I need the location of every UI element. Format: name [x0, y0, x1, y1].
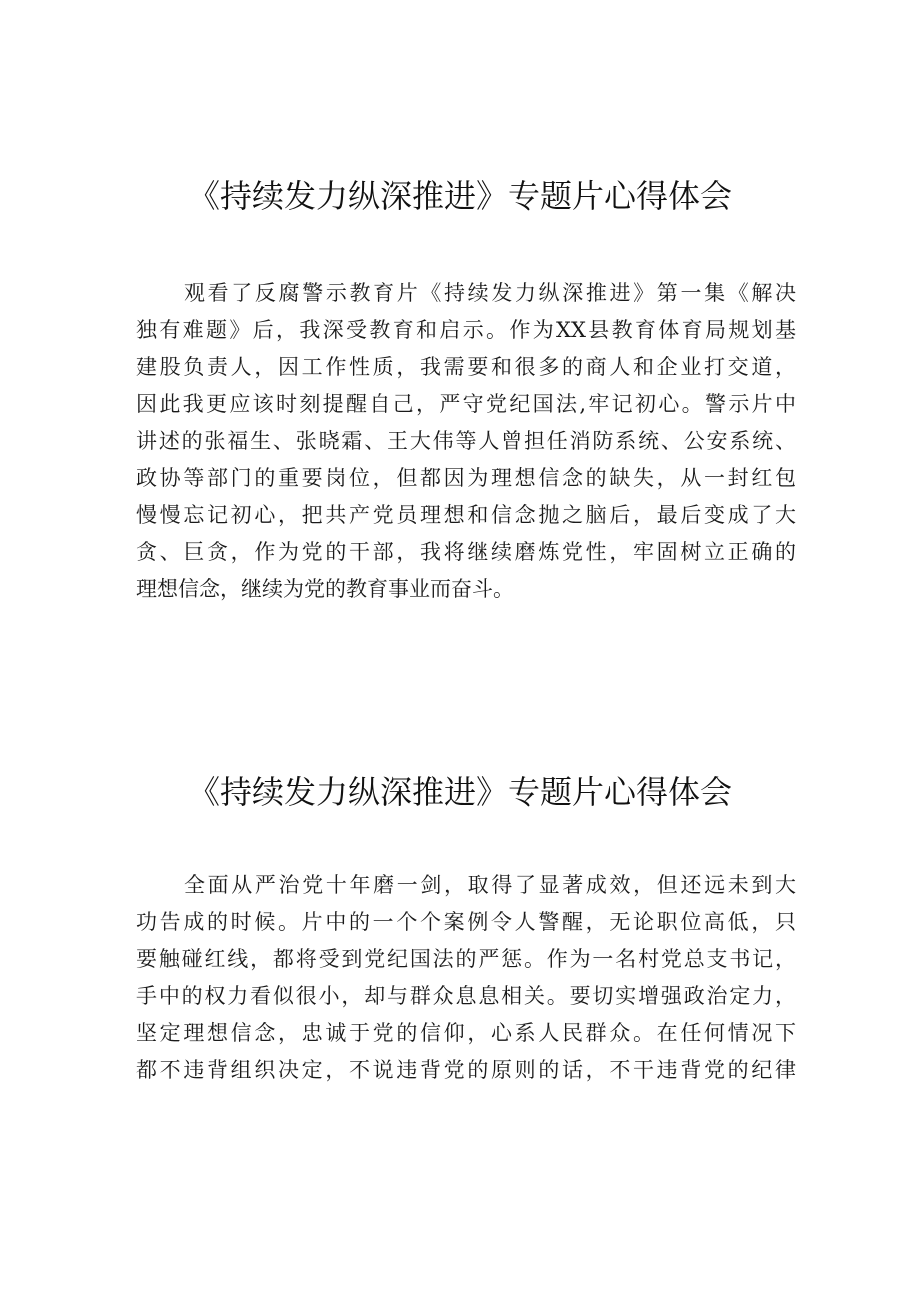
paragraph-line: 慢慢忘记初心，把共产党员理想和信念抛之脑后，最后变成了大	[136, 503, 796, 527]
section-1-paragraph	[136, 275, 796, 608]
paragraph-line: 手中的权力看似很小，却与群众息息相关。要切实增强政治定力，	[136, 984, 796, 1008]
paragraph-line: 观看了反腐警示教育片《持续发力纵深推进》第一集《解决	[184, 281, 796, 305]
paragraph-line: 理想信念，继续为党的教育事业而奋斗。	[136, 577, 514, 601]
paragraph-line: 功告成的时候。片中的一个个案例令人警醒，无论职位高低，只	[136, 910, 796, 934]
paragraph-line: 坚定理想信念，忠诚于党的信仰，心系人民群众。在任何情况下	[136, 1021, 796, 1045]
paragraph-line: 因此我更应该时刻提醒自己，严守党纪国法,牢记初心。警示片中	[136, 392, 796, 416]
section-2-title: 《持续发力纵深推进》专题片心得体会	[187, 773, 732, 811]
paragraph-line: 建股负责人，因工作性质，我需要和很多的商人和企业打交道，	[136, 355, 796, 379]
paragraph-line: 讲述的张福生、张晓霜、王大伟等人曾担任消防系统、公安系统、	[136, 429, 796, 453]
paragraph-line: 贪、巨贪，作为党的干部，我将继续磨炼党性，牢固树立正确的	[136, 540, 796, 564]
paragraph-line: 政协等部门的重要岗位，但都因为理想信念的缺失，从一封红包	[136, 466, 796, 490]
paragraph-line: 全面从严治党十年磨一剑，取得了显著成效，但还远未到大	[184, 873, 796, 897]
paragraph-line: 要触碰红线，都将受到党纪国法的严惩。作为一名村党总支书记，	[136, 947, 796, 971]
section-2-paragraph	[136, 867, 796, 1089]
paragraph-line: 都不违背组织决定，不说违背党的原则的话，不干违背党的纪律	[136, 1058, 796, 1082]
section-1-title: 《持续发力纵深推进》专题片心得体会	[187, 177, 732, 215]
paragraph-line: 独有难题》后，我深受教育和启示。作为XX县教育体育局规划基	[136, 318, 796, 342]
